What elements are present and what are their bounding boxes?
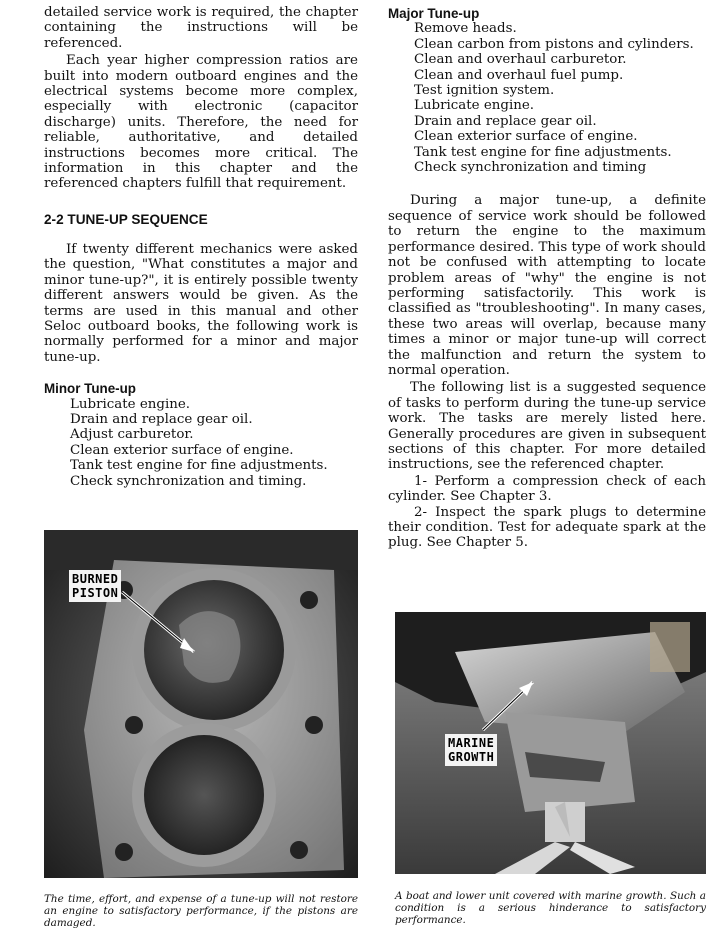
list-item: Lubricate engine.	[414, 98, 535, 114]
right-column	[388, 0, 706, 551]
list-item: Check synchronization and timing.	[70, 473, 307, 489]
list-item: Drain and replace gear oil.	[414, 113, 597, 129]
intro-paragraph: detailed service work is required, the chapter containing the instructions will be referenced.	[44, 5, 358, 51]
list-item: Check synchronization and timing	[414, 160, 647, 176]
left-column	[44, 0, 358, 489]
list-item: Adjust carburetor.	[70, 427, 194, 443]
label-line: MARINE	[448, 736, 495, 750]
list-item: Lubricate engine.	[70, 396, 191, 412]
major-tune-up-heading: Major Tune-up	[388, 6, 480, 21]
list-item: Clean and overhaul fuel pump.	[414, 67, 624, 83]
minor-tune-up-heading: Minor Tune-up	[44, 381, 136, 397]
list-item: Clean carbon from pistons and cylinders.	[414, 36, 694, 52]
step-1: 1- Perform a compression check of each cylinder. See Chapter 3.	[388, 473, 706, 505]
right-figure-caption: A boat and lower unit covered with marine growth. Such a condition is a serious hinderance to satisfactory performance.	[395, 890, 706, 927]
marine-growth-label	[445, 734, 497, 766]
list-item: Tank test engine for fine adjustments.	[70, 458, 328, 474]
list-item: Clean exterior surface of engine.	[414, 129, 638, 145]
list-item: Test ignition system.	[414, 83, 555, 99]
list-item: Clean and overhaul carburetor.	[414, 52, 627, 68]
tune-up-definition-paragraph: If twenty different mechanics were asked the question, "What constitutes a major and minor tune-up?", it is entirely possible twenty different answers would be given. As the terms are used in this manual and other Seloc outboard books, the following work is normally performed for a minor and major tune-up.	[44, 241, 358, 365]
major-tune-up-paragraph: During a major tune-up, a definite sequence of service work should be followed to return the engine to the maximum performance desired. This type of work should not be confused with attempting to locate problem areas of "why" the engine is not performing satisfactorily. This work is classified as "troubleshooting". In many cases, these two areas will overlap, because many times a minor or major tune-up will correct the malfunction and return the system to normal operation.	[388, 193, 706, 378]
label-line: PISTON	[72, 586, 119, 600]
list-item: Clean exterior surface of engine.	[70, 442, 294, 458]
label-line: BURNED	[72, 572, 119, 586]
marine-growth-illustration	[395, 612, 706, 874]
burned-piston-photo	[44, 530, 358, 878]
list-item: Remove heads.	[414, 21, 517, 37]
major-tune-up-list	[388, 21, 706, 175]
list-item: Tank test engine for fine adjustments.	[414, 144, 672, 160]
task-sequence-paragraph: The following list is a suggested sequence of tasks to perform during the tune-up service work. The tasks are merely listed here. Generally procedures are given in subsequent sections of this chapter. For more detailed instructions, see the referenced chapter.	[388, 380, 706, 473]
marine-growth-photo	[395, 612, 706, 874]
list-item: Drain and replace gear oil.	[70, 411, 253, 427]
minor-tune-up-list	[44, 397, 358, 489]
burned-piston-label	[69, 570, 121, 602]
section-heading: 2-2 TUNE-UP SEQUENCE	[44, 211, 208, 227]
label-line: GROWTH	[448, 750, 495, 764]
left-figure-caption: The time, effort, and expense of a tune-up will not restore an engine to satisfactory performance, if the pistons are damaged.	[44, 893, 358, 930]
compression-paragraph: Each year higher compression ratios are built into modern outboard engines and the electrical systems become more complex, especially with electronic (capacitor discharge) units. Therefore, the need for reliable, authoritative, and detailed instructions becomes more critical. The information in this chapter and the referenced chapters fulfill that requirement.	[44, 53, 358, 192]
step-2: 2- Inspect the spark plugs to determine their condition. Test for adequate spark at the plug. See Chapter 5.	[388, 504, 706, 551]
